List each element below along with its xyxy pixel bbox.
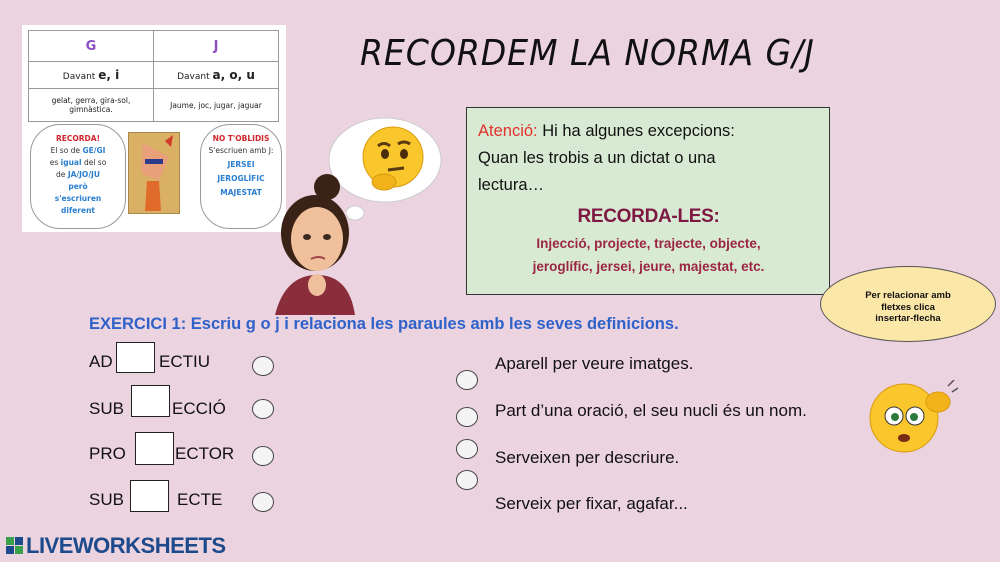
recorda-title: RECORDA!	[55, 134, 100, 143]
definition-4-connector[interactable]	[456, 470, 478, 490]
exercise-title: EXERCICI 1: Escriu g o j i relaciona les paraules amb les seves definicions.	[89, 315, 679, 333]
j-examples: Jaume, joc, jugar, jaguar	[154, 89, 279, 122]
definition-4: Serveix per fixar, agafar...	[495, 494, 688, 513]
definition-1: Aparell per veure imatges.	[495, 354, 694, 373]
header-g: G	[29, 31, 154, 62]
word-4-suffix: ECTE	[177, 490, 223, 509]
word-1-answer-input[interactable]	[116, 342, 155, 373]
word-1-connector[interactable]	[252, 356, 274, 376]
thinking-face-icon	[358, 124, 428, 194]
liveworksheets-logo[interactable]: LIVEWORKSHEETS	[26, 533, 226, 558]
atencio-label: Atenció:	[478, 122, 538, 140]
word-3-answer-input[interactable]	[135, 432, 174, 465]
word-3-prefix: PRO	[89, 444, 126, 463]
reference-card	[22, 25, 286, 232]
g-rule: Davant e, i	[29, 62, 154, 89]
word-3-suffix: ECTOR	[175, 444, 235, 463]
phineas-character-icon	[128, 132, 180, 214]
g-examples: gelat, gerra, gira-sol, gimnàstica.	[29, 89, 154, 122]
word-2-answer-input[interactable]	[131, 385, 170, 417]
exceptions-list: Injecció, projecte, trajecte, objecte, jeroglífic, jersei, jeure, majestat, etc.	[532, 236, 765, 274]
no-oblidis-bubble: NO T'OBLIDIS S'escriuen amb J: JERSEI JEROGLÍFIC MAJESTAT	[200, 124, 282, 229]
confused-face-icon	[868, 380, 960, 456]
page-title: RECORDEM LA NORMA G/J	[360, 33, 815, 74]
word-4-answer-input[interactable]	[130, 480, 169, 512]
word-3-connector[interactable]	[252, 446, 274, 466]
g-j-rule-table	[28, 30, 279, 122]
tip-speech-bubble: Per relacionar amb fletxes clica insertar-flecha	[820, 266, 996, 342]
definition-3-connector[interactable]	[456, 439, 478, 459]
recorda-les-heading: RECORDA-LES:	[577, 206, 720, 227]
no-oblidis-title: NO T'OBLIDIS	[212, 134, 270, 143]
definition-1-connector[interactable]	[456, 370, 478, 390]
definition-2-connector[interactable]	[456, 407, 478, 427]
atencio-line1: Atenció: Hi ha algunes excepcions:	[478, 122, 735, 140]
definition-2: Part d’una oració, el seu nucli és un nom.	[495, 401, 807, 420]
word-4-prefix: SUB	[89, 490, 124, 509]
liveworksheets-logo-icon	[6, 537, 23, 554]
definition-3: Serveixen per descriure.	[495, 448, 680, 467]
recorda-bubble: RECORDA! El so de GE/GI es igual del so de JA/JO/JU però s'escriuren diferent	[30, 124, 126, 229]
word-4-connector[interactable]	[252, 492, 274, 512]
word-2-suffix: ECCIÓ	[172, 399, 226, 418]
j-rule: Davant a, o, u	[154, 62, 279, 89]
word-2-prefix: SUB	[89, 399, 124, 418]
header-j: J	[154, 31, 279, 62]
atencio-box	[466, 107, 830, 295]
atencio-line3: lectura…	[478, 176, 545, 194]
word-1-prefix: AD	[89, 352, 113, 371]
word-1-suffix: ECTIU	[159, 352, 210, 371]
word-2-connector[interactable]	[252, 399, 274, 419]
atencio-line2: Quan les trobis a un dictat o una	[478, 149, 716, 167]
